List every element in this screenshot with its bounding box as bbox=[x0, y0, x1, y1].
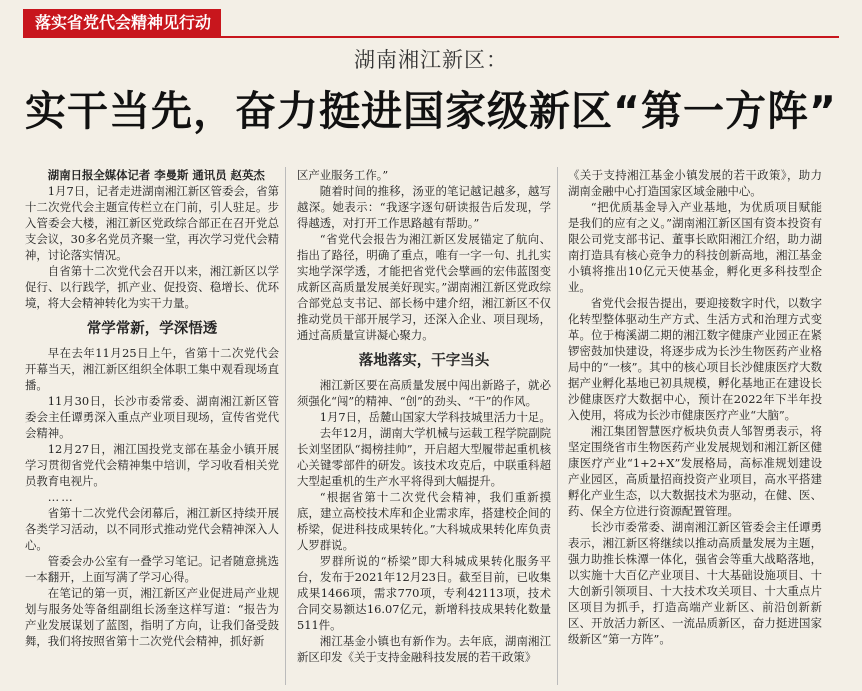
paragraph: “省党代会报告为湘江新区发展锚定了航向、指出了路径，明确了重点，唯有一字一句、扎扎实实地学深学透，才能把省党代会擘画的宏伟蓝图变成新区高质量发展美好现实。”湖南湘江新区党政综合部党总支书记、部长杨中建介绍，湘江新区不仅推动党员干部开展学习，还深入企业、项目现场，通过高质量宣讲凝心聚力。 bbox=[297, 232, 551, 342]
paragraph: 1月7日，记者走进湖南湘江新区管委会，省第十二次党代会主题宣传栏立在门前，引人驻足。步入管委会大楼，湘江新区党政综合部正在召开党总支会议，30多名党员齐聚一堂，再次学习党代会精神，讨论落实情况。 bbox=[25, 184, 279, 262]
section-heading: 落地落实，干字当头 bbox=[358, 353, 490, 369]
paragraph: “把优质基金导入产业基地，为优质项目赋能是我们的应有之义。”湖南湘江新区国有资本投资有限公司党支部书记、董事长欧阳湘江介绍，助力湖南打造具有核心竞争力的科技创新高地，湘江基金小镇将推出10亿元天使基金，孵化更多科技型企业。 bbox=[568, 200, 822, 294]
paragraph: 湘江集团智慧医疗板块负责人邹智勇表示，将坚定围绕省市生物医药产业发展规划和湘江新区健康医疗产业“1+2+X”发展格局，高标准规划建设产业园区，高质量招商投资产业项目，高水平搭建孵化产业生态，以大数据技术为驱动，在健、医、药、保全方位进行资源配置管理。 bbox=[568, 424, 822, 518]
paragraph: 管委会办公室有一叠学习笔记。记者随意挑选一本翻开，上面写满了学习心得。 bbox=[25, 554, 279, 584]
column-divider bbox=[285, 167, 286, 685]
article-column-2 bbox=[297, 167, 551, 665]
paragraph: 去年12月，湖南大学机械与运载工程学院副院长刘坚团队“揭榜挂帅”，开启超大型履带起重机核心关键零部件的研发。该技术攻克后，中联重科超大型起重机的生产水平将得到大幅提升。 bbox=[297, 426, 551, 488]
column-divider bbox=[557, 167, 558, 685]
paragraph: 早在去年11月25日上午，省第十二次党代会开幕当天，湘江新区组织全体职工集中观看现场直播。 bbox=[25, 346, 279, 392]
paragraph: 自省第十二次党代会召开以来，湘江新区以学促行、以行践学，抓产业、促投资、稳增长、优环境，将大会精神转化为实干力量。 bbox=[25, 264, 279, 310]
ellipsis: …… bbox=[47, 490, 75, 504]
article-column-3 bbox=[568, 167, 822, 647]
paragraph: 区产业服务工作。” bbox=[297, 168, 389, 182]
paragraph: 1月7日，岳麓山国家大学科技城里活力十足。 bbox=[319, 410, 551, 424]
paragraph: 11月30日，长沙市委常委、湖南湘江新区管委会主任谭勇深入重点产业项目现场，宣传省党代会精神。 bbox=[25, 394, 279, 440]
paragraph: 12月27日，湘江国投党支部在基金小镇开展学习贯彻省党代会精神集中培训，学习收看相关党员教育电视片。 bbox=[25, 442, 279, 488]
paragraph: 长沙市委常委、湖南湘江新区管委会主任谭勇表示，湘江新区将继续以推动高质量发展为主题，强力助推长株潭一体化，强省会等重大战略落地，以实施十大百亿产业项目、十大基础设施项目、十大创新引领项目、十大技术攻关项目、十大重点片区项目为抓手，打造高端产业新区、前沿创新新区、开放活力新区、一流品质新区，奋力挺进国家级新区“第一方阵”。 bbox=[568, 520, 822, 646]
section-heading: 常学常新，学深悟透 bbox=[86, 321, 218, 337]
paragraph: 湘江基金小镇也有新作为。去年底，湖南湘江新区印发《关于支持金融科技发展的若干政策》 bbox=[297, 634, 551, 664]
paragraph: 罗群所说的“桥梁”即大科城成果转化服务平台，发布于2021年12月23日。截至目前，已收集成果1466项，需求770项，专利42113项，技术合同交易额达16.07亿元，新增科技成果转化数量511件。 bbox=[297, 554, 551, 632]
column-banner: 落实省党代会精神见行动 bbox=[23, 9, 221, 36]
paragraph: “根据省第十二次党代会精神，我们重新摸底，建立高校技术库和企业需求库，搭建校企间的桥梁，促进科技成果转化。”大科城成果转化库负责人罗群说。 bbox=[297, 490, 551, 552]
paragraph: 《关于支持湘江基金小镇发展的若干政策》，助力湖南金融中心打造国家区域金融中心。 bbox=[568, 168, 822, 198]
paragraph: 省党代会报告提出，要迎接数字时代，以数字化转型整体驱动生产方式、生活方式和治理方式变革。位于梅溪湖二期的湘江数字健康产业园正在紧锣密鼓加快建设，将逐步成为长沙生物医药产业格局中的“一核”。其中的核心项目长沙健康医疗大数据产业孵化基地已初具规模，孵化基地正在建设长沙健康医疗大数据中心，预计在2022年下半年投入使用，将成为长沙市健康医疗产业“大脑”。 bbox=[568, 296, 822, 422]
paragraph: 随着时间的推移，汤亚的笔记越记越多，越写越深。她表示：“我逐字逐句研读报告后发现，学得越透，对打开工作思路越有帮助。” bbox=[297, 184, 551, 230]
article-subtitle: 湖南湘江新区： bbox=[354, 48, 508, 72]
article-headline: 实干当先，奋力挺进国家级新区“第一方阵” bbox=[25, 87, 837, 135]
banner-rule bbox=[23, 36, 839, 38]
paragraph: 省第十二次党代会闭幕后，湘江新区持续开展各类学习活动，以不同形式推动党代会精神深入人心。 bbox=[25, 506, 279, 552]
paragraph: 在笔记的第一页，湘江新区产业促进局产业规划与服务处等备组副组长汤奎这样写道：“报告为产业发展谋划了蓝图，指明了方向，让我们备受鼓舞，我们将按照省第十二次党代会精神，抓好新 bbox=[25, 586, 279, 648]
article-column-1 bbox=[25, 167, 279, 649]
byline: 湖南日报全媒体记者 李曼斯 通讯员 赵英杰 bbox=[47, 168, 265, 182]
paragraph: 湘江新区要在高质量发展中闯出新路子，就必须强化“闯”的精神、“创”的劲头、“干”的作风。 bbox=[297, 378, 551, 408]
